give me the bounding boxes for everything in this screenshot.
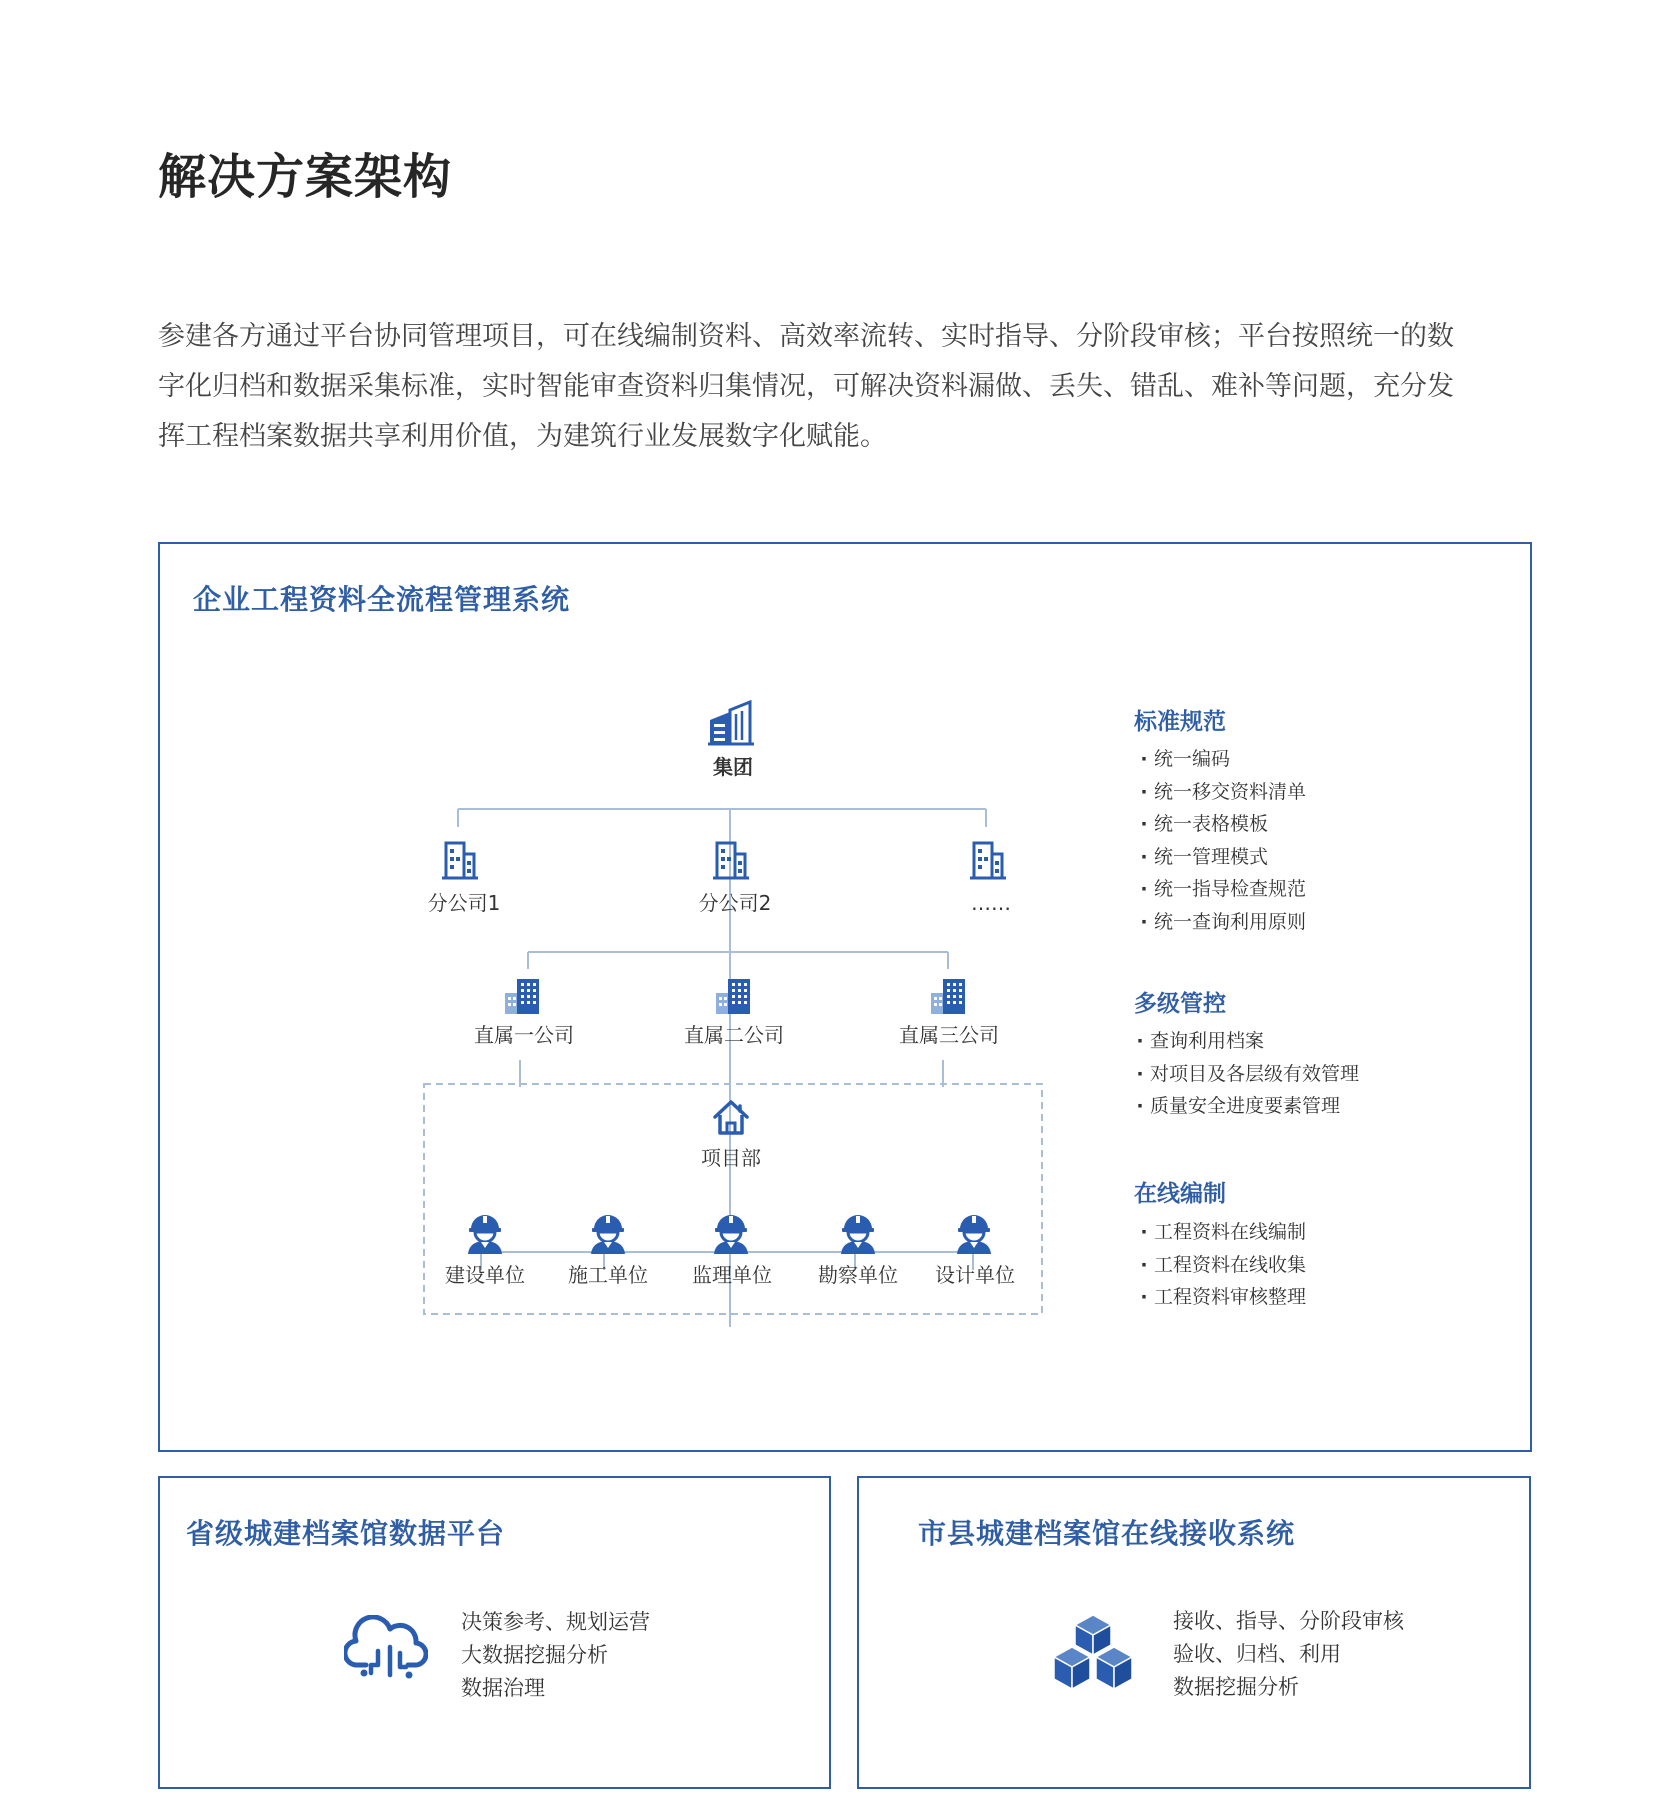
tower-building-icon (931, 979, 965, 1014)
node-label-unit: 监理单位 (692, 1263, 772, 1287)
worker-helmet-icon (714, 1215, 748, 1254)
node-label-branch: …… (971, 891, 1011, 915)
list-item: · 查询利用档案 (1130, 1025, 1359, 1058)
list-item: · 工程资料在线编制 (1134, 1216, 1306, 1249)
node-label-unit: 施工单位 (568, 1263, 648, 1287)
intro-line: 挥工程档案数据共享利用价值，为建筑行业发展数字化赋能。 (158, 421, 887, 452)
list-item: · 统一查询利用原则 (1134, 906, 1306, 939)
list-item: · 统一管理模式 (1134, 841, 1306, 874)
list-item: · 工程资料在线收集 (1134, 1249, 1306, 1282)
intro-line: 字化归档和数据采集标准，实时智能审查资料归集情况，可解决资料漏做、丢失、错乱、难补等问题，充分发 (158, 371, 1454, 402)
list-item: · 质量安全进度要素管理 (1130, 1090, 1359, 1123)
page-title: 解决方案架构 (158, 149, 453, 205)
node-label-unit: 建设单位 (445, 1263, 525, 1287)
list-item: 决策参考、规划运营 (461, 1610, 650, 1634)
list-item: · 统一移交资料清单 (1134, 776, 1306, 809)
tower-building-icon (716, 979, 750, 1014)
node-label-branch: 分公司2 (698, 891, 772, 915)
list-item: 大数据挖掘分析 (461, 1643, 608, 1667)
node-label-project: 项目部 (701, 1146, 761, 1170)
city-panel-title: 市县城建档案馆在线接收系统 (918, 1517, 1296, 1550)
list-item: 接收、指导、分阶段审核 (1173, 1609, 1404, 1633)
worker-helmet-icon (468, 1215, 502, 1254)
worker-helmet-icon (841, 1215, 875, 1254)
section-title-multilevel: 多级管控 (1134, 991, 1226, 1017)
node-label-subsidiary: 直属二公司 (684, 1023, 784, 1047)
intro-line: 参建各方通过平台协同管理项目，可在线编制资料、高效率流转、实时指导、分阶段审核；平台按照统一的数 (158, 321, 1454, 352)
worker-helmet-icon (957, 1215, 991, 1254)
list-item: 验收、归档、利用 (1173, 1642, 1341, 1666)
office-building-icon (970, 843, 1006, 878)
cloud-data-icon (344, 1615, 428, 1683)
section-list-online (1134, 1216, 1306, 1314)
org-tree-diagram (158, 542, 1058, 1342)
office-building-icon (442, 843, 478, 878)
section-title-online: 在线编制 (1134, 1181, 1226, 1207)
city-feature-list (1173, 1605, 1404, 1704)
list-item: · 统一表格模板 (1134, 808, 1306, 841)
node-label-unit: 设计单位 (935, 1263, 1015, 1287)
cubes-icon (1050, 1613, 1136, 1695)
node-label-subsidiary: 直属三公司 (899, 1023, 999, 1047)
headquarters-building-icon (708, 702, 754, 744)
section-list-multilevel (1130, 1025, 1359, 1123)
province-feature-list (461, 1606, 650, 1705)
list-item: 数据挖掘分析 (1173, 1675, 1299, 1699)
list-item: · 工程资料审核整理 (1134, 1281, 1306, 1314)
node-label-subsidiary: 直属一公司 (474, 1023, 574, 1047)
section-title-standards: 标准规范 (1134, 709, 1226, 735)
province-panel-title: 省级城建档案馆数据平台 (186, 1517, 506, 1550)
section-list-standards (1134, 743, 1306, 938)
list-item: 数据治理 (461, 1676, 545, 1700)
node-label-branch: 分公司1 (427, 891, 501, 915)
node-label-unit: 勘察单位 (818, 1263, 898, 1287)
node-label-group: 集团 (713, 755, 753, 779)
list-item: · 对项目及各层级有效管理 (1130, 1058, 1359, 1091)
tower-building-icon (505, 979, 539, 1014)
intro-paragraph (158, 312, 1536, 462)
list-item: · 统一指导检查规范 (1134, 873, 1306, 906)
main-panel-title: 企业工程资料全流程管理系统 (193, 583, 571, 616)
worker-helmet-icon (591, 1215, 625, 1254)
list-item: · 统一编码 (1134, 743, 1306, 776)
